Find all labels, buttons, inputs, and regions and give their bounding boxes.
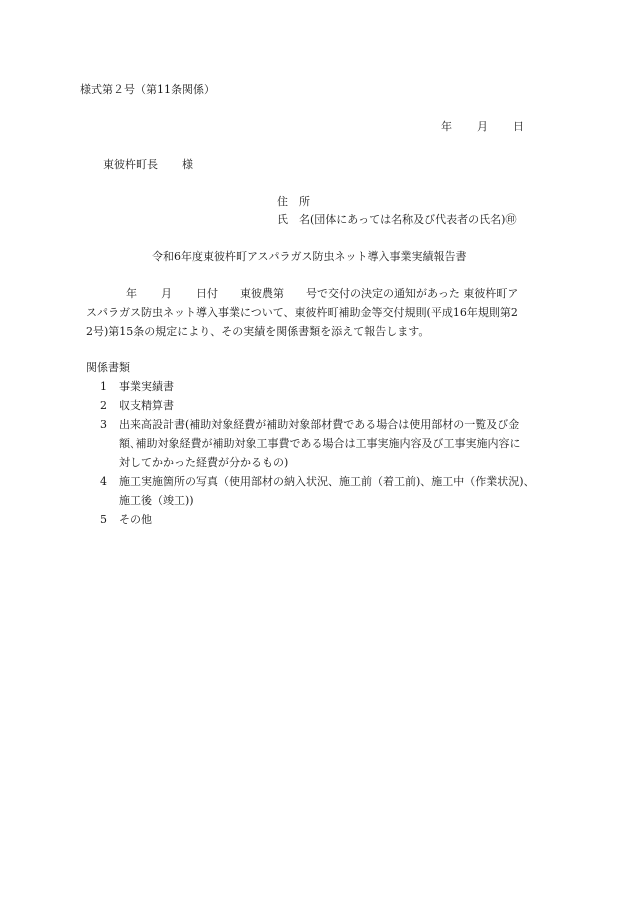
doc-item-number: 2 xyxy=(100,399,107,412)
doc-item-number: 4 xyxy=(100,475,107,488)
body-line-3: 2号)第15条の規定により、その実績を関係書類を添えて報告します。 xyxy=(86,325,430,338)
doc-item-text: 施工実施箇所の写真（使用部材の納入状況、施工前（着工前)、施工中（作業状況)、 xyxy=(119,475,535,488)
date-month: 月 xyxy=(477,120,488,133)
body-paragraph xyxy=(86,284,546,341)
body-date-suffix: 日付 xyxy=(196,287,218,300)
applicant-address-label: 住 所 xyxy=(277,195,310,208)
doc-item-number: 3 xyxy=(100,418,107,431)
body-month: 月 xyxy=(161,287,172,300)
doc-item-text: 額､補助対象経費が補助対象工事費である場合は工事実施内容及び工事実施内容に xyxy=(119,437,521,450)
doc-item-text: 収支精算書 xyxy=(119,399,174,412)
document-title: 令和6年度東彼杵町アスパラガス防虫ネット導入事業実績報告書 xyxy=(152,250,467,263)
date-year: 年 xyxy=(441,120,452,133)
doc-item-number: 5 xyxy=(100,513,107,526)
doc-item-text: 出来高設計書(補助対象経費が補助対象部材費である場合は使用部材の一覧及び金 xyxy=(119,418,520,431)
applicant-name-label: 氏 名(団体にあっては名称及び代表者の氏名)㊞ xyxy=(277,213,517,226)
body-ref-suffix: 号で交付の決定の通知があった 東彼杵町ア xyxy=(306,287,519,300)
addressee xyxy=(103,157,193,172)
body-ref-prefix: 東彼農第 xyxy=(240,287,284,300)
body-year: 年 xyxy=(126,287,137,300)
date-line xyxy=(441,119,524,134)
form-label: 様式第２号（第11条関係） xyxy=(80,83,215,96)
doc-item-text: 施工後（竣工)) xyxy=(119,494,194,507)
doc-item-text: 対してかかった経費が分かるもの) xyxy=(119,456,289,469)
date-day: 日 xyxy=(513,120,524,133)
body-line-1 xyxy=(86,284,546,303)
doc-item-text: 事業実績書 xyxy=(119,380,174,393)
doc-item-text: その他 xyxy=(119,513,152,526)
docs-heading: 関係書類 xyxy=(86,361,130,374)
addressee-honorific: 様 xyxy=(182,158,193,171)
doc-item-number: 1 xyxy=(100,380,107,393)
body-line-2: スパラガス防虫ネット導入事業について、東彼杵町補助金等交付規則(平成16年規則第2 xyxy=(86,306,518,319)
addressee-name: 東彼杵町長 xyxy=(103,158,158,171)
